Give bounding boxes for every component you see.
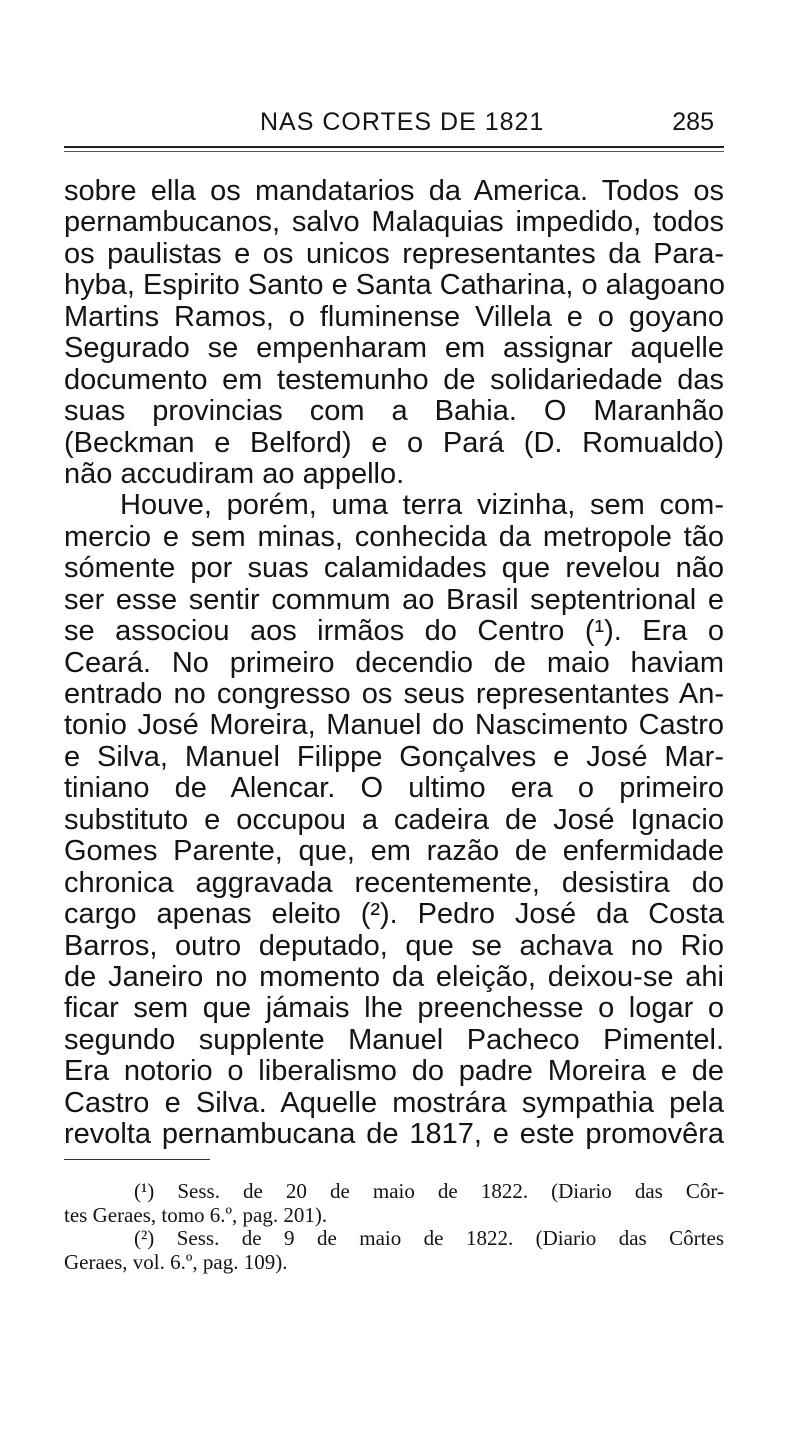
text-line: documento em testemunho de solidariedade das <box>64 363 724 396</box>
text-line: Castro e Silva. Aquelle mostrára sympathia pela <box>64 1086 724 1119</box>
text-line: substituto e occupou a cadeira de José Ignacio <box>64 803 724 836</box>
text-line: Segurado se empenharam em assignar aquelle <box>64 332 724 365</box>
text-line: revolta pernambucana de 1817, e este promovêra <box>64 1118 724 1151</box>
text-line: mercio e sem minas, conhecida da metropole tão <box>64 520 724 553</box>
text-line: ser esse sentir commum ao Brasil septentrional e <box>64 583 724 616</box>
text-line: chronica aggravada recentemente, desistira do <box>64 866 724 899</box>
page-header <box>64 108 724 144</box>
footnote-line: (¹) Sess. de 20 de maio de 1822. (Diario das Côr- <box>134 1179 724 1203</box>
text-line: Gomes Parente, que, em razão de enfermidade <box>64 835 724 868</box>
text-line: tonio José Moreira, Manuel do Nascimento Castro <box>64 709 724 742</box>
text-line: Houve, porém, uma terra vizinha, sem com- <box>120 489 724 522</box>
text-line: cargo apenas eleito (²). Pedro José da Costa <box>64 898 724 931</box>
text-line: ficar sem que jámais lhe preenchesse o logar o <box>64 992 724 1025</box>
text-line: se associou aos irmãos do Centro (¹). Era o <box>64 615 724 648</box>
body-text <box>64 176 724 1151</box>
footnote-rule <box>64 1159 210 1160</box>
text-line: Martins Ramos, o fluminense Villela e o goyano <box>64 300 724 333</box>
text-line: de Janeiro no momento da eleição, deixou-se ahi <box>64 960 724 993</box>
text-line: Barros, outro deputado, que se achava no Rio <box>64 929 724 962</box>
footnotes <box>64 1180 724 1274</box>
text-line: os paulistas e os unicos representantes da Para- <box>64 237 724 270</box>
text-line: entrado no congresso os seus representantes An- <box>64 678 724 710</box>
text-line: (Beckman e Belford) e o Pará (D. Romualdo) <box>64 426 724 459</box>
text-line: suas provincias com a Bahia. O Maranhão <box>64 395 724 428</box>
header-rule <box>64 146 724 148</box>
text-line: Ceará. No primeiro decendio de maio haviam <box>64 646 724 679</box>
text-line: sobre ella os mandatarios da America. Todos os <box>64 175 724 207</box>
text-line: e Silva, Manuel Filippe Gonçalves e José Mar- <box>64 740 724 773</box>
text-line: segundo supplente Manuel Pacheco Pimentel. <box>64 1023 724 1056</box>
page-number: 285 <box>672 108 714 136</box>
text-line: tiniano de Alencar. O ultimo era o primeiro <box>64 772 724 805</box>
footnote-line: tes Geraes, tomo 6.º, pag. 201). <box>64 1202 328 1227</box>
text-line: não accudiram ao appello. <box>64 457 405 490</box>
header-rule-thin <box>64 151 724 152</box>
footnote-line: Geraes, vol. 6.º, pag. 109). <box>64 1249 288 1274</box>
text-line: hyba, Espirito Santo e Santa Catharina, o alagoano <box>64 269 726 302</box>
text-line: pernambucanos, salvo Malaquias impedido, todos <box>64 206 724 239</box>
footnote-line: (²) Sess. de 9 de maio de 1822. (Diario das Côrtes <box>134 1226 724 1251</box>
text-line: sómente por suas calamidades que revelou não <box>64 552 724 585</box>
text-line: Era notorio o liberalismo do padre Moreira e de <box>64 1055 724 1088</box>
running-head: NAS CORTES DE 1821 <box>260 108 545 136</box>
